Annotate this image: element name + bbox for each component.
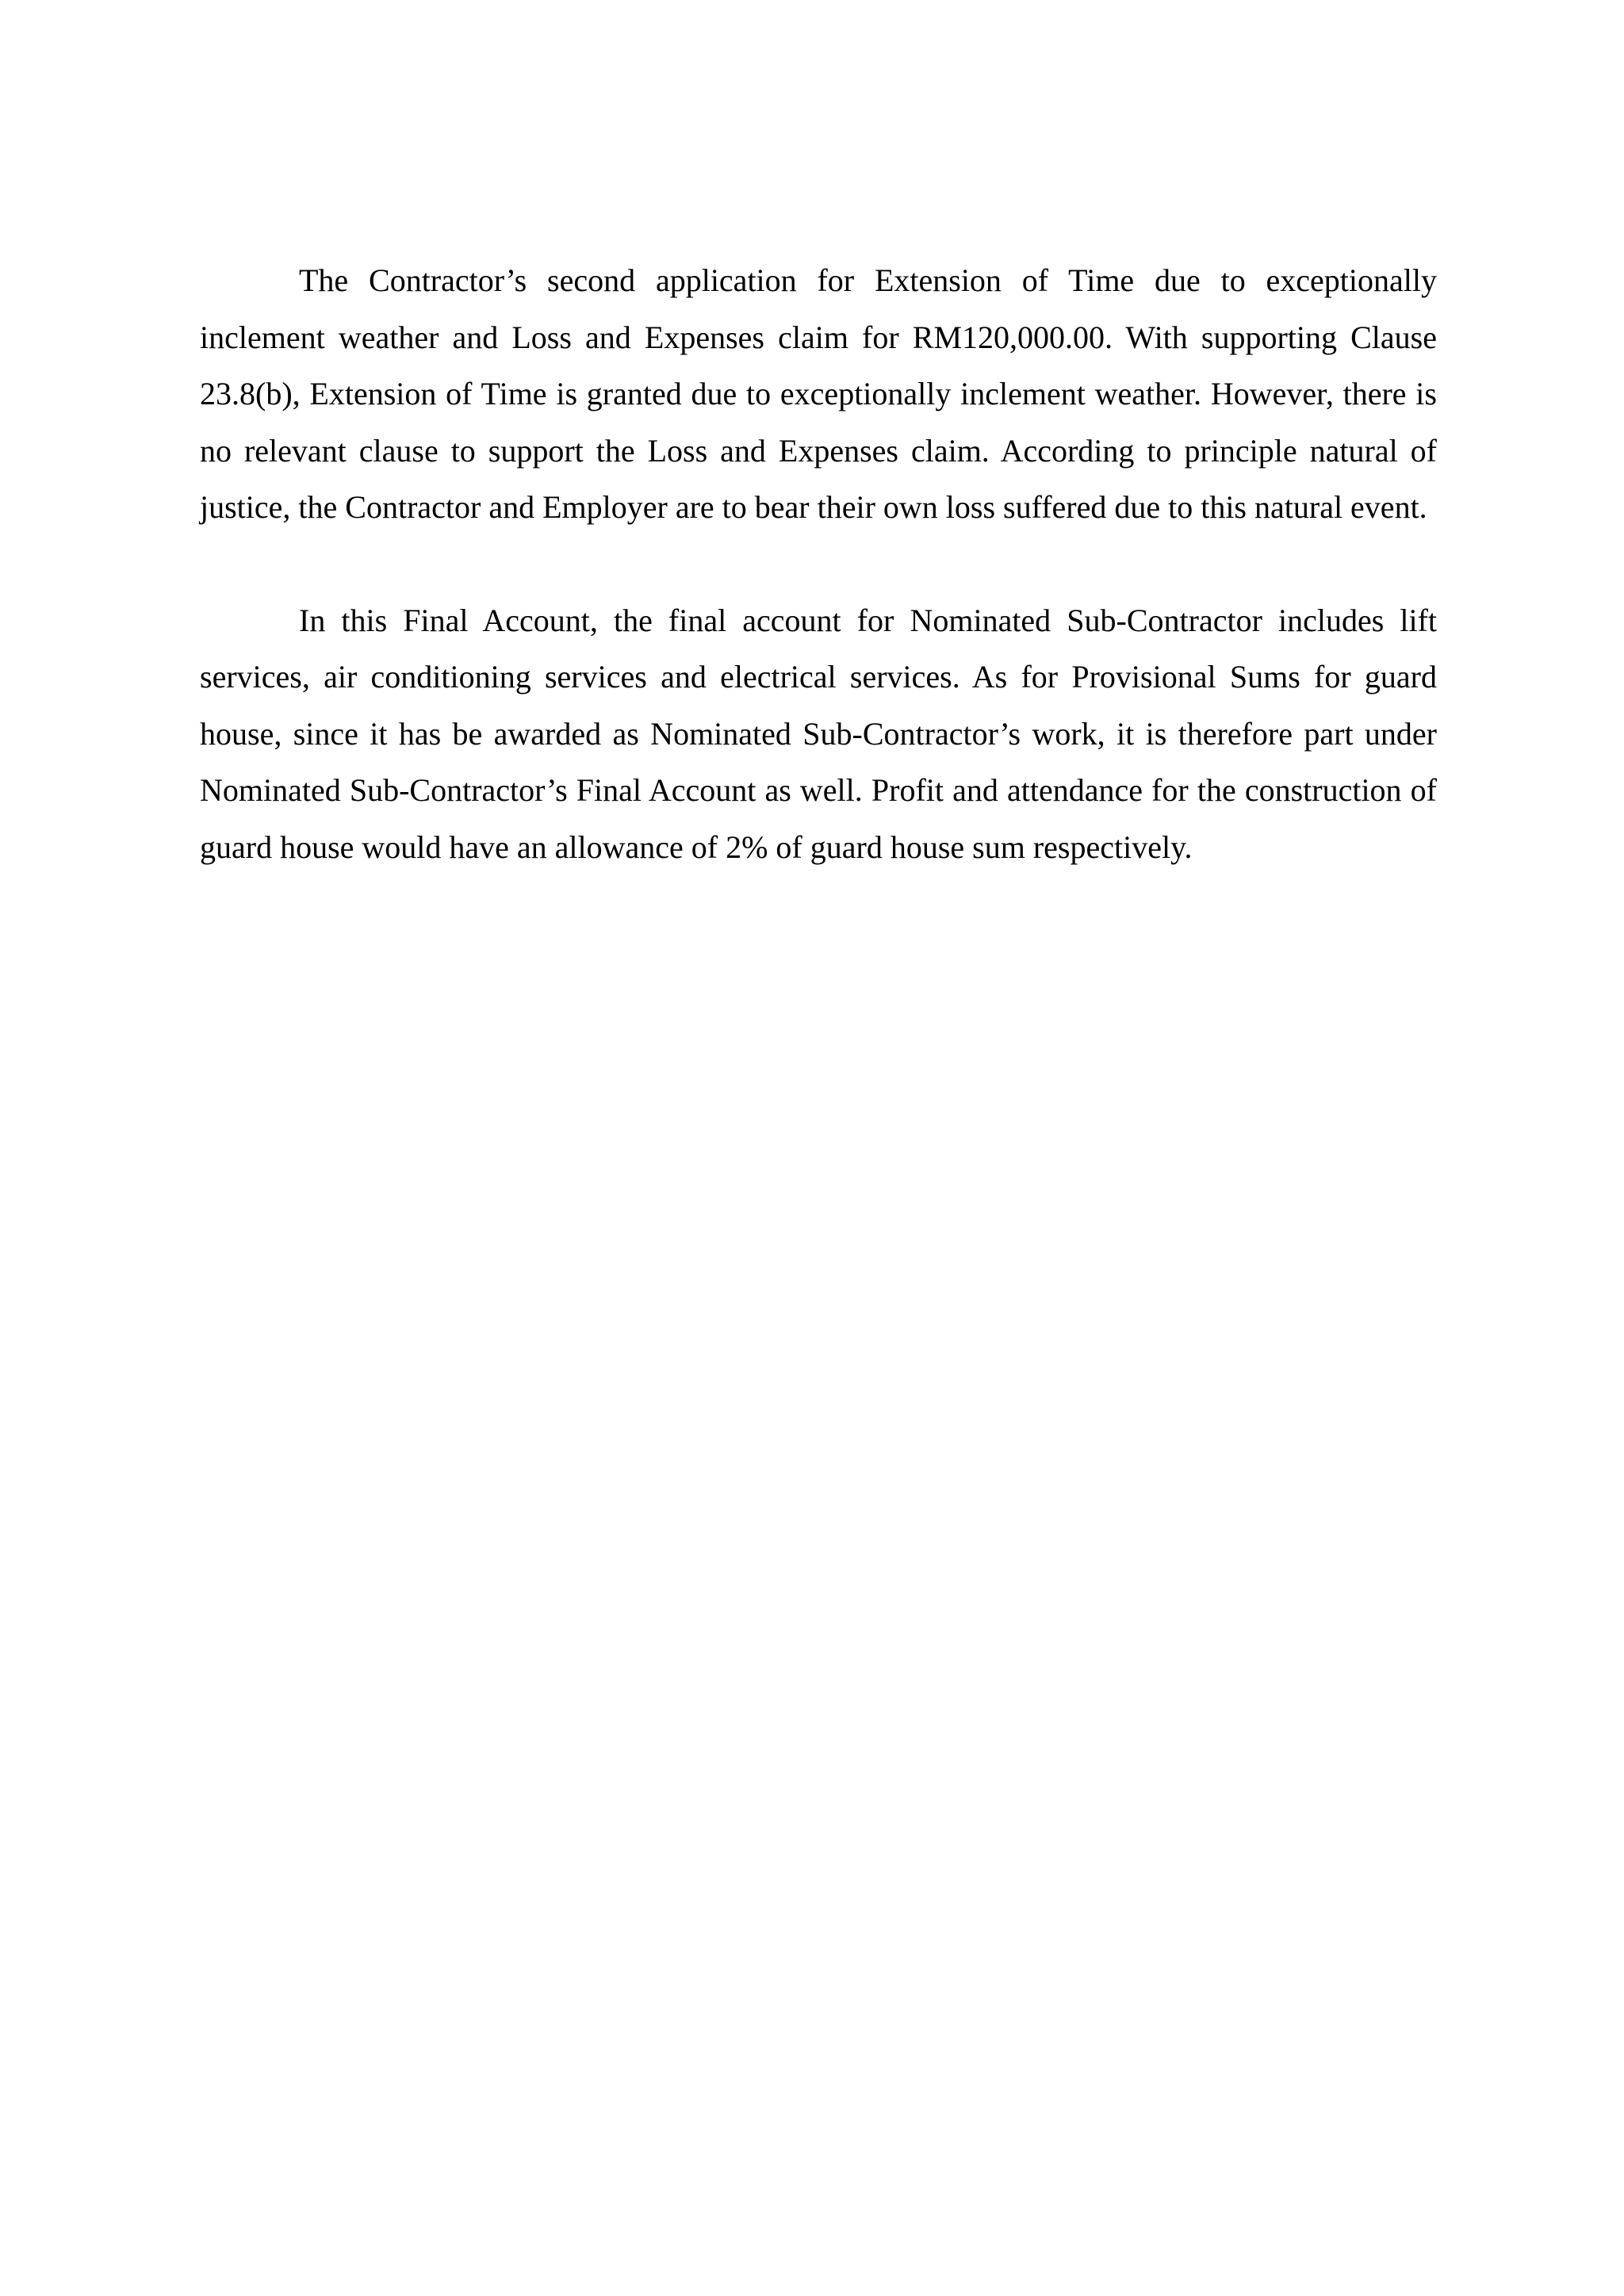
document-body xyxy=(200,252,1437,875)
paragraph-extension-of-time: The Contractor’s second application for Extension of Time due to exceptionally inclement weather and Loss and Expenses claim for RM120,000.00. With supporting Clause 23.8(b), Extension of Time is granted due to exceptionally inclement weather. However, there is no relevant clause to support the Loss and Expenses claim. According to principle natural of justice, the Contractor and Employer are to bear their own loss suffered due to this natural event. xyxy=(200,262,1437,525)
paragraph-final-account: In this Final Account, the final account for Nominated Sub-Contractor includes lift services, air conditioning services and electrical services. As for Provisional Sums for guard house, since it has be awarded as Nominated Sub-Contractor’s work, it is therefore part under Nominated Sub-Contractor’s Final Account as well. Profit and attendance for the construction of guard house would have an allowance of 2% of guard house sum respectively. xyxy=(200,602,1437,865)
